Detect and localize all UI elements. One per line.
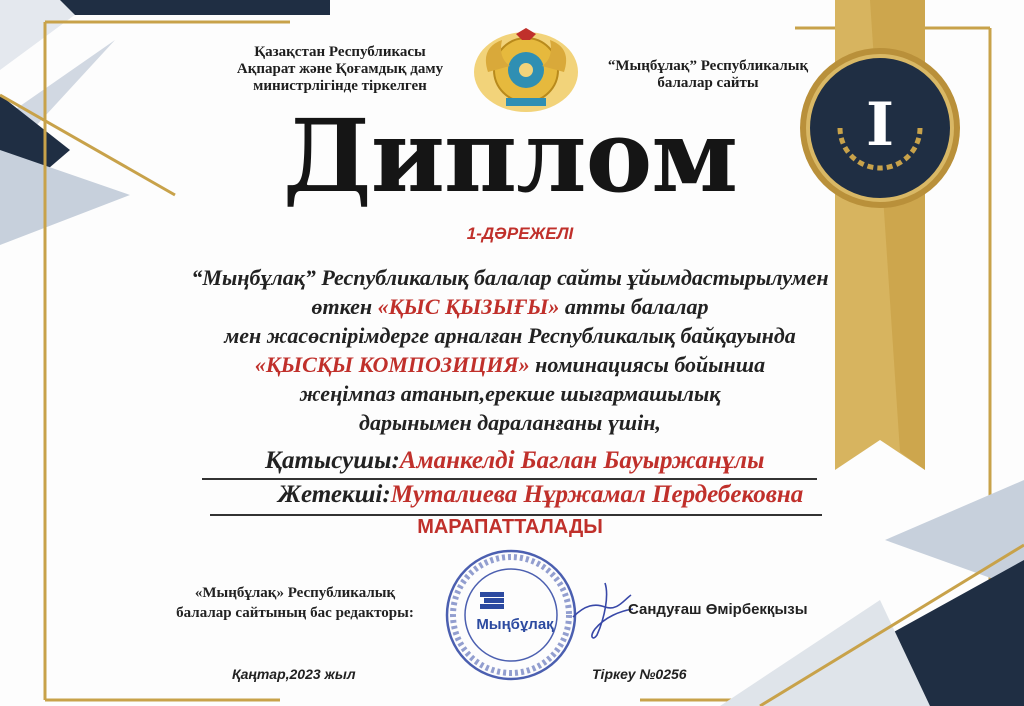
body-line-2-prefix: өткен — [311, 294, 378, 319]
contest-name: «ҚЫС ҚЫЗЫҒЫ» — [377, 294, 560, 319]
body-line-3: мен жасөспірімдерге арналған Республикалық байқауында — [224, 323, 796, 348]
supervisor-label: Жетекші: — [278, 481, 391, 508]
participant-label: Қатысушы: — [265, 447, 400, 474]
signer-name: Сандуғаш Өмірбекқызы — [628, 601, 808, 618]
registration-number: Тіркеу №0256 — [592, 666, 687, 682]
stamp-center-text: Мыңбұлақ — [476, 616, 554, 633]
header-left-line-3: министрлігінде тіркелген — [253, 78, 427, 94]
award-description — [100, 263, 920, 437]
body-line-1: “Мыңбұлақ” Республикалық балалар сайты ұйымдастырылумен — [191, 265, 829, 290]
body-line-2-suffix: атты балалар — [559, 294, 709, 319]
header-left-line-2: Ақпарат және Қоғамдық даму — [236, 61, 444, 77]
diploma-title: Диплом — [282, 97, 738, 215]
supervisor-row — [278, 481, 803, 509]
header-left-line-1: Қазақстан Республикасы — [254, 44, 426, 60]
body-line-2 — [100, 292, 920, 321]
body-line-4 — [100, 350, 920, 379]
supervisor-name: Муталиева Нұржамал Пердебековна — [390, 481, 804, 508]
header-right-line-1: “Мыңбұлақ” Республикалық — [607, 58, 809, 74]
official-stamp — [444, 548, 578, 682]
ministry-registration-text — [205, 44, 475, 95]
site-name-text — [588, 58, 828, 92]
editor-line-2: балалар сайтының бас редакторы: — [176, 605, 414, 621]
degree-label: 1-ДӘРЕЖЕЛІ — [466, 224, 574, 243]
medal-numeral: I — [866, 90, 895, 160]
body-line-6: дарынымен дараланғаны үшін, — [359, 410, 661, 435]
issue-date: Қаңтар,2023 жыл — [232, 666, 356, 682]
participant-underline — [202, 478, 817, 480]
header-right-line-2: балалар сайты — [657, 75, 759, 91]
participant-name: Аманкелді Баглан Бауыржанұлы — [399, 447, 765, 474]
body-line-5: жеңімпаз атанып,ерекше шығармашылық — [299, 381, 721, 406]
nomination-name: «ҚЫСҚЫ КОМПОЗИЦИЯ» — [254, 352, 530, 377]
editor-title — [150, 583, 440, 623]
body-line-4-suffix: номинациясы бойынша — [529, 352, 766, 377]
award-verb: МАРАПАТТАЛАДЫ — [417, 516, 603, 538]
editor-line-1: «Мыңбұлақ» Республикалық — [194, 585, 396, 601]
participant-row — [265, 447, 764, 475]
